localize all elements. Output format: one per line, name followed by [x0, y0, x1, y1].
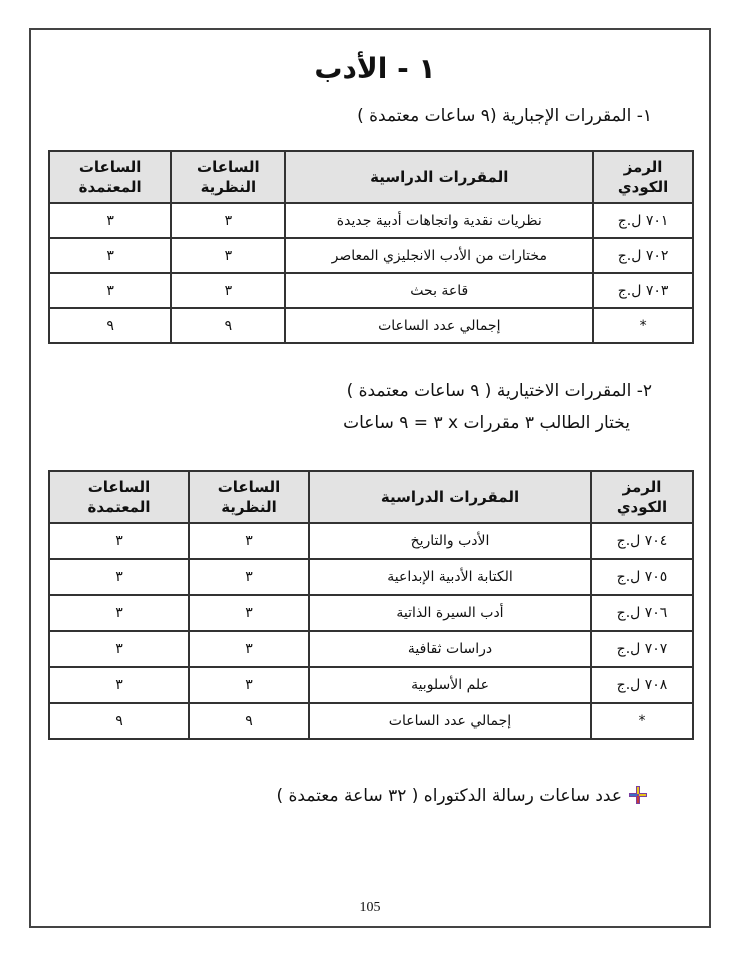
- credit-hours: ٣: [49, 273, 171, 308]
- course-name: قاعة بحث: [285, 273, 593, 308]
- course-code: ٧٠٢ ل.ج: [593, 238, 693, 273]
- credit-hours: ٣: [49, 631, 189, 667]
- section-title: ١ - الأدب: [314, 52, 436, 85]
- credit-hours: ٣: [49, 523, 189, 559]
- dissertation-hours-note: عدد ساعات رسالة الدكتوراه ( ٣٢ ساعة معتمدة ): [276, 786, 622, 806]
- theory-hours: ٣: [171, 273, 285, 308]
- course-name: أدب السيرة الذاتية: [309, 595, 591, 631]
- table-row: [49, 595, 693, 631]
- column-header-theory-hours: الساعات النظرية: [171, 151, 285, 203]
- table-row: [49, 523, 693, 559]
- column-header-course: المقررات الدراسية: [285, 151, 593, 203]
- column-header-credit-hours: الساعات المعتمدة: [49, 471, 189, 523]
- credit-hours: ٣: [49, 559, 189, 595]
- credit-hours: ٣: [49, 667, 189, 703]
- course-code: ٧٠٦ ل.ج: [591, 595, 693, 631]
- table-total-row: [49, 308, 693, 343]
- course-name: مختارات من الأدب الانجليزي المعاصر: [285, 238, 593, 273]
- course-code: *: [591, 703, 693, 739]
- credit-hours: ٣: [49, 238, 171, 273]
- course-code: ٧٠٣ ل.ج: [593, 273, 693, 308]
- compulsory-courses-table: [48, 150, 694, 344]
- elective-courses-table: [48, 470, 694, 740]
- theory-hours: ٣: [189, 595, 309, 631]
- table-header-row: [49, 471, 693, 523]
- course-name: الكتابة الأدبية الإبداعية: [309, 559, 591, 595]
- theory-hours: ٣: [189, 631, 309, 667]
- course-code: ٧٠٤ ل.ج: [591, 523, 693, 559]
- table-row: [49, 559, 693, 595]
- elective-note: يختار الطالب ٣ مقررات x ٣ = ٩ ساعات: [343, 413, 630, 433]
- column-header-code: الرمز الكودي: [591, 471, 693, 523]
- column-header-course: المقررات الدراسية: [309, 471, 591, 523]
- theory-hours: ٣: [189, 523, 309, 559]
- theory-hours: ٣: [189, 667, 309, 703]
- table-row: [49, 238, 693, 273]
- course-name: الأدب والتاريخ: [309, 523, 591, 559]
- theory-hours: ٩: [189, 703, 309, 739]
- column-header-credit-hours: الساعات المعتمدة: [49, 151, 171, 203]
- column-header-code: الرمز الكودي: [593, 151, 693, 203]
- credit-hours: ٣: [49, 595, 189, 631]
- table-header-row: [49, 151, 693, 203]
- course-name: علم الأسلوبية: [309, 667, 591, 703]
- table-row: [49, 667, 693, 703]
- table-total-row: [49, 703, 693, 739]
- table-row: [49, 273, 693, 308]
- theory-hours: ٣: [171, 238, 285, 273]
- course-name: نظريات نقدية واتجاهات أدبية جديدة: [285, 203, 593, 238]
- theory-hours: ٣: [189, 559, 309, 595]
- table-row: [49, 203, 693, 238]
- table-row: [49, 631, 693, 667]
- credit-hours: ٩: [49, 703, 189, 739]
- course-code: ٧٠٨ ل.ج: [591, 667, 693, 703]
- course-name: دراسات ثقافية: [309, 631, 591, 667]
- course-code: ٧٠٥ ل.ج: [591, 559, 693, 595]
- page-number: 105: [359, 900, 381, 915]
- compulsory-heading: ١- المقررات الإجبارية (٩ ساعات معتمدة ): [357, 106, 652, 126]
- cross-bullet-icon: [628, 785, 648, 805]
- course-name: إجمالي عدد الساعات: [285, 308, 593, 343]
- elective-heading: ٢- المقررات الاختيارية ( ٩ ساعات معتمدة ): [346, 381, 652, 401]
- course-code: ٧٠٧ ل.ج: [591, 631, 693, 667]
- credit-hours: ٣: [49, 203, 171, 238]
- column-header-theory-hours: الساعات النظرية: [189, 471, 309, 523]
- theory-hours: ٣: [171, 203, 285, 238]
- credit-hours: ٩: [49, 308, 171, 343]
- course-code: *: [593, 308, 693, 343]
- theory-hours: ٩: [171, 308, 285, 343]
- course-name: إجمالي عدد الساعات: [309, 703, 591, 739]
- course-code: ٧٠١ ل.ج: [593, 203, 693, 238]
